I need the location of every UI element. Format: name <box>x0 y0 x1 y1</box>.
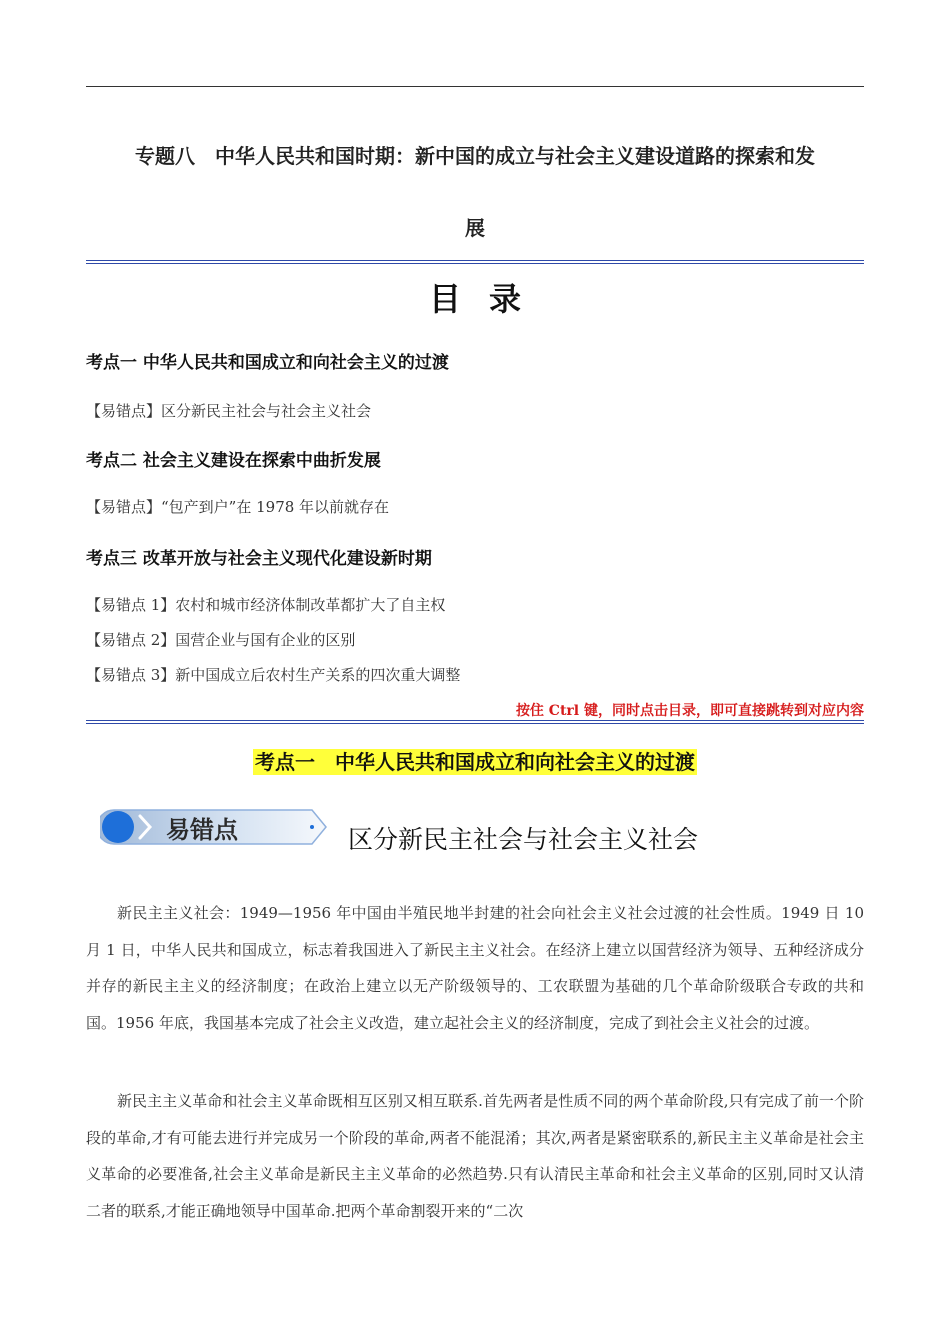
toc-item-3-3[interactable]: 【易错点 3】新中国成立后农村生产关系的四次重大调整 <box>86 666 461 684</box>
section-heading <box>0 746 950 775</box>
toc-item-3-2[interactable]: 【易错点 2】国营企业与国有企业的区别 <box>86 631 356 649</box>
error-point-title: 区分新民主社会与社会主义社会 <box>348 825 699 854</box>
body-paragraph-1: 新民主主义社会：1949—1956 年中国由半殖民地半封建的社会向社会主义社会过渡的社会性质。1949 日 10 月 1 日，中华人民共和国成立，标志着我国进入了新民主主义社会。在经济上建立以国营经济为领导、五种经济成分并存的新民主主义的经济制度；在政治上建立以无产阶级领导的、工农联盟为基础的几个革命阶级联合专政的共和国。1956 年底，我国基本完成了社会主义改造，建立起社会主义的经济制度，完成了到社会主义社会的过渡。 <box>86 904 864 1032</box>
badge-circle-icon <box>102 811 134 843</box>
toc-heading-3[interactable]: 考点三 改革开放与社会主义现代化建设新时期 <box>86 549 432 569</box>
toc-bottom-rule <box>86 720 864 724</box>
document-title-line1: 专题八 中华人民共和国时期：新中国的成立与社会主义建设道路的探索和发 <box>135 144 815 168</box>
badge-label: 易错点 <box>166 816 238 844</box>
document-title-line2: 展 <box>465 216 485 240</box>
toc-item-3-1[interactable]: 【易错点 1】农村和城市经济体制改革都扩大了自主权 <box>86 596 446 614</box>
toc-heading-2[interactable]: 考点二 社会主义建设在探索中曲折发展 <box>86 451 381 471</box>
toc-item-1-1[interactable]: 【易错点】区分新民主社会与社会主义社会 <box>86 402 372 420</box>
toc-hint: 按住 Ctrl 键，同时点击目录，即可直接跳转到对应内容 <box>515 703 864 719</box>
toc-heading-1[interactable]: 考点一 中华人民共和国成立和向社会主义的过渡 <box>86 353 449 373</box>
body-paragraph-2: 新民主主义革命和社会主义革命既相互区别又相互联系.首先两者是性质不同的两个革命阶段,只有完成了前一个阶段的革命,才有可能去进行并完成另一个阶段的革命,两者不能混淆；其次,两者是紧密联系的,新民主主义革命是社会主义革命的必要准备,社会主义革命是新民主主义革命的必然趋势.只有认清民主革命和社会主义革命的区别,同时又认清二者的联系,才能正确地领导中国革命.把两个革命割裂开来的“二次 <box>86 1092 864 1220</box>
header-rule <box>86 86 864 87</box>
section-heading-text: 考点一 中华人民共和国成立和向社会主义的过渡 <box>255 750 695 774</box>
toc-item-2-1[interactable]: 【易错点】“包产到户”在 1978 年以前就存在 <box>86 498 390 516</box>
badge-dot-icon <box>310 825 314 829</box>
toc-title: 目录 <box>428 280 549 318</box>
toc-top-rule <box>86 260 864 264</box>
